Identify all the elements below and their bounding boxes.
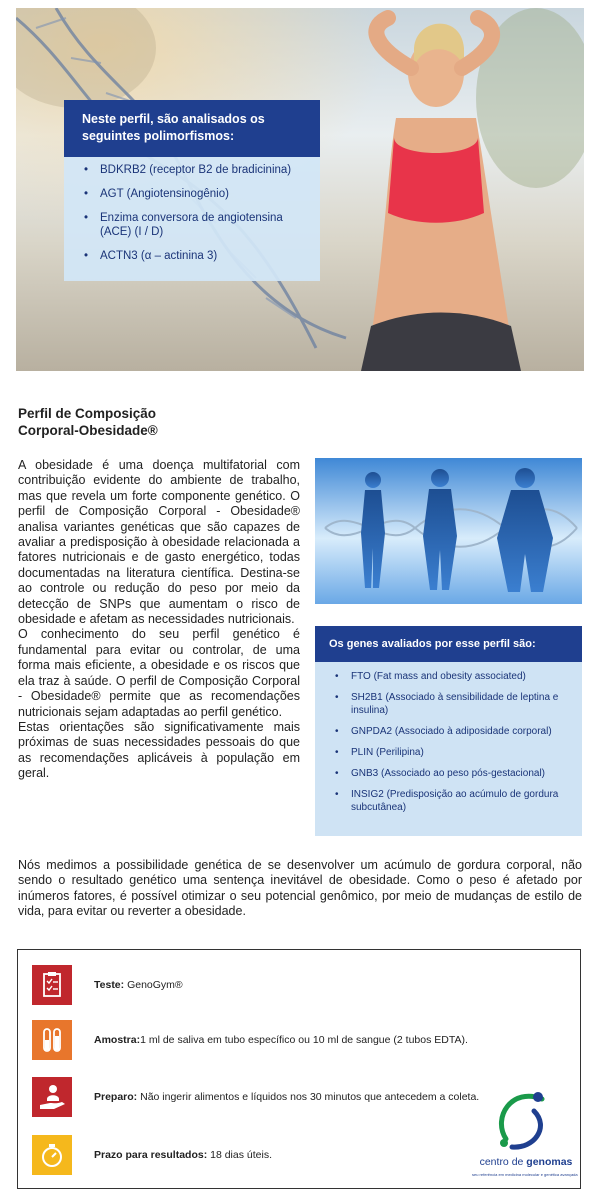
list-item: • AGT (Angiotensinogênio) (82, 187, 308, 201)
silhouette-illustration (315, 458, 582, 604)
hand-person-icon (32, 1077, 72, 1117)
polymorphisms-list (64, 157, 320, 281)
logo-name-part1: centro de (479, 1156, 527, 1168)
paragraph: O conhecimento do seu perfil genético é fundamental para evitar ou controlar, de uma forma mais eficiente, a obesidade e os riscos que ela traz à saúde. O perfil de Composição Corporal - Obesidade® permite que as recomendações nutricionais sejam adaptadas ao perfil genético. (18, 627, 300, 719)
article-body (18, 458, 300, 782)
list-item: • GNB3 (Associado ao peso pós-gestacional) (333, 767, 572, 780)
prazo-text (94, 1135, 272, 1175)
amostra-label: Amostra: (94, 1034, 141, 1046)
list-item: • BDKRB2 (receptor B2 de bradicinina) (82, 163, 308, 177)
paragraph: A obesidade é uma doença multifatorial com contribuição evidente do ambiente de trabalho, mas que revela um forte componente genético. O perfil de Composição Corporal - Obesidade® analisa variantes genéticas que são capazes de avaliar a predisposição à obesidade relacionada a fatores nutricionais e de gasto energético, todas documentadas na literatura científica. Destina-se ao controle ou redução do peso por meio da detecção de SNPs que aumentam o risco de obesidade e afetam as necessidades nutricionais. (18, 458, 300, 627)
page-title-line1: Perfil de Composição (18, 406, 157, 421)
closing-paragraph: Nós medimos a possibilidade genética de se desenvolver um acúmulo de gordura corporal, não sendo o resultado genético uma sentença inevitável de obesidade. Como o peso é afetado por inúmeros fatores, é possível otimizar o seu potencial genômico, por meio de mudanças de estilo de vida, para evitar ou reverter a obesidade. (18, 858, 582, 919)
page-title-line2: Corporal-Obesidade® (18, 423, 158, 438)
teste-text (94, 965, 183, 1005)
genes-list (315, 662, 582, 836)
logo-name-part2: genomas (526, 1156, 573, 1168)
hero-banner (16, 8, 584, 371)
list-item: • GNPDA2 (Associado à adiposidade corporal) (333, 725, 572, 738)
stopwatch-icon (32, 1135, 72, 1175)
genes-box (315, 626, 582, 836)
teste-value: GenoGym® (124, 979, 183, 991)
list-item: • FTO (Fat mass and obesity associated) (333, 670, 572, 683)
polymorphisms-box (64, 100, 320, 282)
preparo-label: Preparo: (94, 1091, 138, 1103)
list-item: • ACTN3 (α – actinina 3) (82, 249, 308, 263)
genes-title: Os genes avaliados por esse perfil são: (315, 626, 582, 662)
prazo-label: Prazo para resultados: (94, 1149, 208, 1161)
preparo-text (94, 1077, 479, 1117)
test-tubes-icon (32, 1020, 72, 1060)
polymorphisms-title: Neste perfil, são analisados os seguintes polimorfismos: (64, 100, 320, 157)
list-item: • INSIG2 (Predisposição ao acúmulo de gordura subcutânea) (333, 788, 572, 814)
page-title (18, 405, 318, 439)
paragraph: Estas orientações são significativamente mais próximas de suas necessidades pessoais do que as recomendações aplicáveis à população em geral. (18, 719, 300, 781)
teste-label: Teste: (94, 979, 125, 991)
list-item: • Enzima conversora de angiotensina (ACE) (I / D) (82, 211, 308, 239)
clipboard-icon (32, 965, 72, 1005)
silhouette-image (315, 458, 582, 604)
test-info-panel (17, 949, 581, 1189)
amostra-text (94, 1020, 468, 1060)
amostra-value: 1 ml de saliva em tubo específico ou 10 ml de sangue (2 tubos EDTA). (140, 1034, 468, 1046)
logo-wordmark (474, 1156, 578, 1168)
preparo-value: Não ingerir alimentos e líquidos nos 30 minutos que antecedem a coleta. (137, 1091, 480, 1103)
list-item: • PLIN (Perilipina) (333, 746, 572, 759)
centro-de-genomas-logo (472, 1077, 576, 1183)
prazo-value: 18 dias úteis. (207, 1149, 272, 1161)
logo-tagline: seu referência em medicina molecular e genética avançada (472, 1172, 578, 1177)
list-item: • SH2B1 (Associado à sensibilidade de leptina e insulina) (333, 691, 572, 717)
